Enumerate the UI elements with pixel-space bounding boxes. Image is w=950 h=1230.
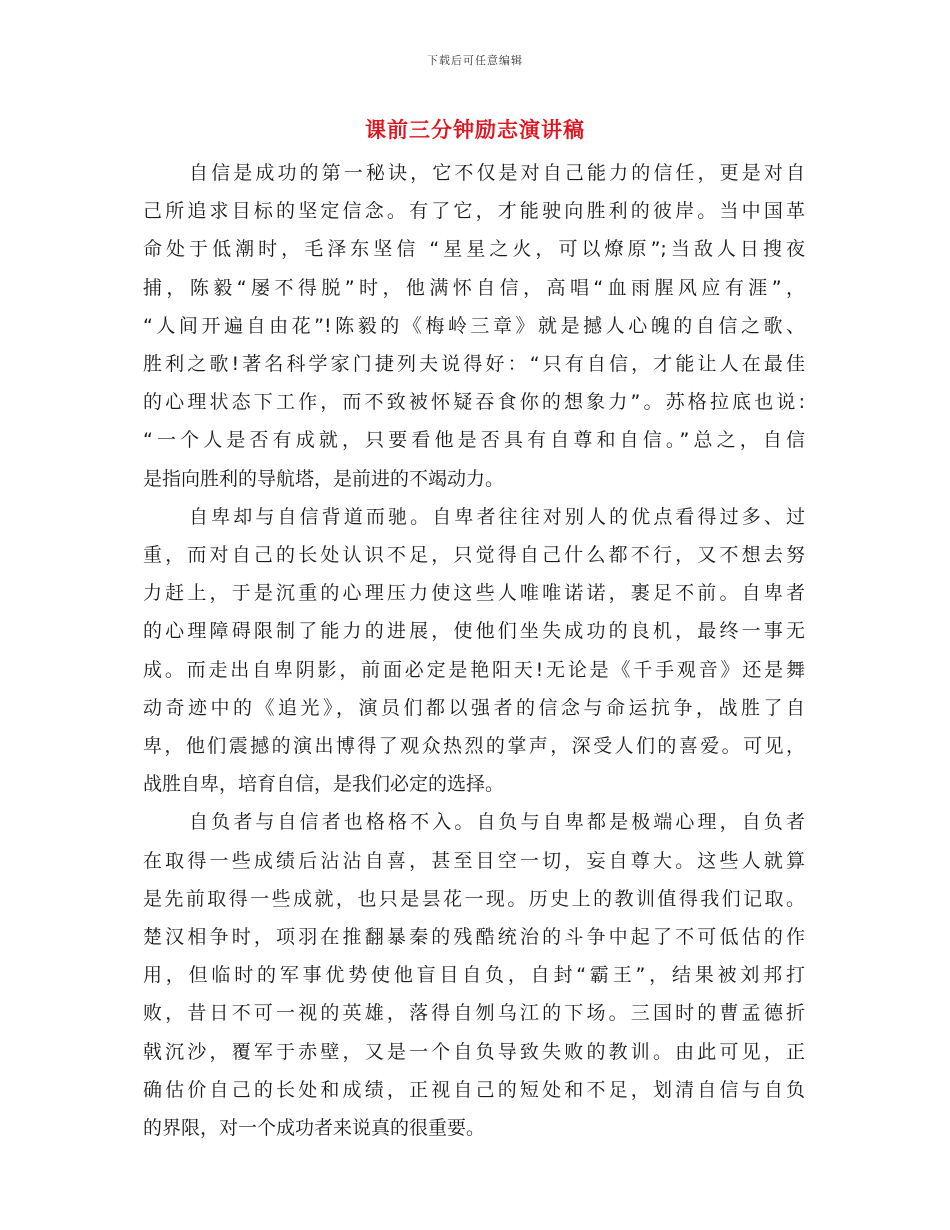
paragraph-line: 自负者与自信者也格格不入。自负与自卑都是极端心理，自负者 xyxy=(189,811,805,834)
paragraph-line: 败，昔日不可一视的英雄，落得自刎乌江的下场。三国时的曹孟德折 xyxy=(143,1002,805,1025)
paragraph-line: 是指向胜利的导航塔，是前进的不竭动力。 xyxy=(143,467,505,490)
paragraph-line: 捕，陈毅“屡不得脱”时，他满怀自信，高唱“血雨腥风应有涯”， xyxy=(143,276,805,299)
paragraph-line: 用，但临时的军事优势使他盲目自负，自封“霸王”，结果被刘邦打 xyxy=(143,964,805,987)
paragraph-line: 胜利之歌!著名科学家门捷列夫说得好：“只有自信，才能让人在最佳 xyxy=(143,353,805,376)
paragraph-line: 力赶上，于是沉重的心理压力使这些人唯唯诺诺，裹足不前。自卑者 xyxy=(143,582,805,605)
paragraph-line: “人间开遍自由花”!陈毅的《梅岭三章》就是撼人心魄的自信之歌、 xyxy=(143,314,805,337)
paragraph-line: 在取得一些成绩后沾沾自喜，甚至目空一切，妄自尊大。这些人就算 xyxy=(143,849,805,872)
paragraph-2 xyxy=(143,498,805,804)
paragraph-line: 成。而走出自卑阴影，前面必定是艳阳天!无论是《千手观音》还是舞 xyxy=(143,658,805,681)
paragraph-line: 自信是成功的第一秘诀，它不仅是对自己能力的信任，更是对自 xyxy=(189,162,805,184)
paragraph-line: 重，而对自己的长处认识不足，只觉得自己什么都不行，又不想去努 xyxy=(143,544,805,567)
paragraph-line: 自卑却与自信背道而驰。自卑者往往对别人的优点看得过多、过 xyxy=(189,505,805,528)
paragraph-line: 楚汉相争时，项羽在推翻暴秦的残酷统治的斗争中起了不可低估的作 xyxy=(143,926,805,949)
paragraph-line: 确估价自己的长处和成绩，正视自己的短处和不足，划清自信与自负 xyxy=(143,1078,805,1101)
paragraph-line: 是先前取得一些成就，也只是昙花一现。历史上的教训值得我们记取。 xyxy=(143,887,805,910)
paragraph-line: “一个人是否有成就，只要看他是否具有自尊和自信。”总之，自信 xyxy=(143,429,805,452)
paragraph-line: 命处于低潮时，毛泽东坚信 “星星之火，可以燎原”;当敌人日搜夜 xyxy=(143,238,805,261)
paragraph-line: 战胜自卑，培育自信，是我们必定的选择。 xyxy=(143,773,505,796)
paragraph-line: 卑，他们震撼的演出博得了观众热烈的掌声，深受人们的喜爱。可见， xyxy=(143,735,805,758)
page-header-note: 下载后可任意编辑 xyxy=(427,54,523,67)
paragraph-line: 的心理状态下工作，而不致被怀疑吞食你的想象力”。苏格拉底也说: xyxy=(143,391,805,414)
document-body xyxy=(143,154,805,1147)
paragraph-line: 动奇迹中的《追光》，演员们都以强者的信念与命运抗争，战胜了自 xyxy=(143,696,805,719)
paragraph-line: 己所追求目标的坚定信念。有了它，才能驶向胜利的彼岸。当中国革 xyxy=(143,200,805,223)
document-title: 课前三分钟励志演讲稿 xyxy=(365,118,585,142)
paragraph-3 xyxy=(143,803,805,1147)
paragraph-line: 的心理障碍限制了能力的进展，使他们坐失成功的良机，最终一事无 xyxy=(143,620,805,643)
paragraph-line: 戟沉沙，覆军于赤壁，又是一个自负导致失败的教训。由此可见，正 xyxy=(143,1040,805,1063)
paragraph-1 xyxy=(143,154,805,498)
paragraph-line: 的界限，对一个成功者来说真的很重要。 xyxy=(143,1117,486,1140)
